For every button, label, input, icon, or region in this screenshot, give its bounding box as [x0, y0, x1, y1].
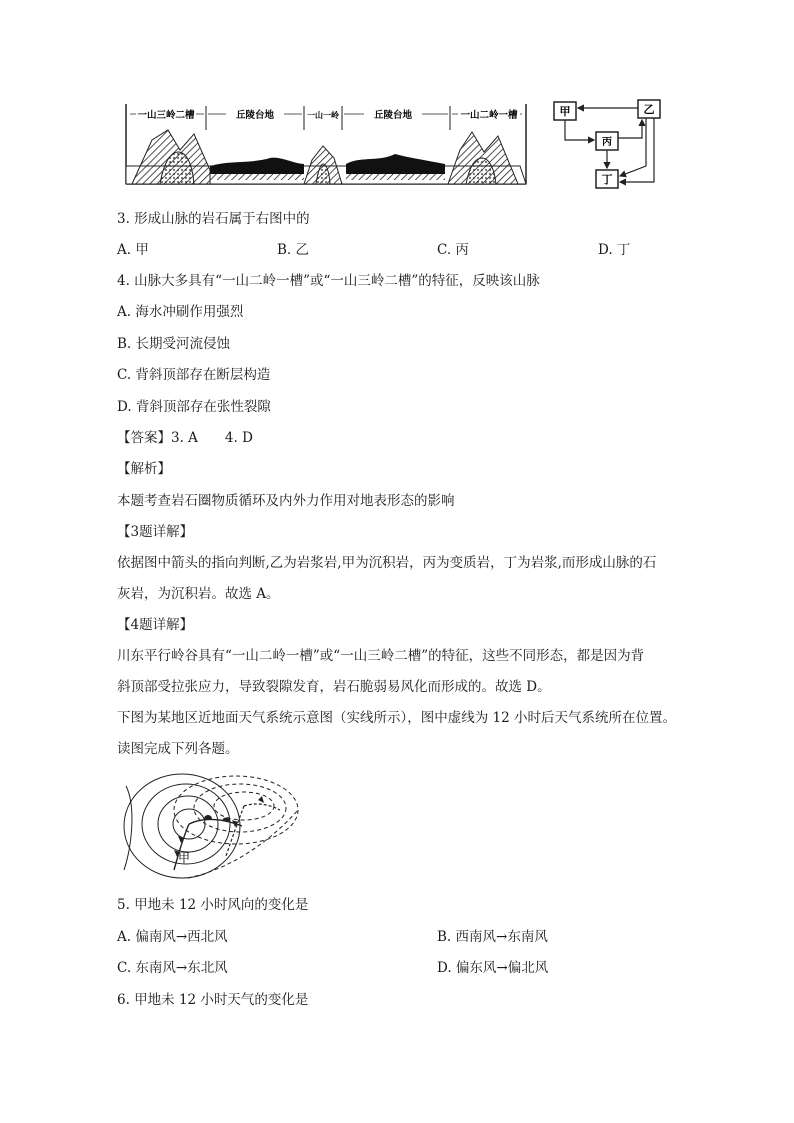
q3-option-a[interactable]: A. 甲 — [117, 242, 149, 258]
node-ding: 丁 — [601, 173, 613, 186]
q5-option-c[interactable]: C. 东南风→东北风 — [117, 960, 228, 976]
weather-system-figure — [116, 766, 306, 882]
answer-text: 3. A 4. D — [171, 430, 253, 446]
detail-3-line-2: 灰岩，为沉积岩。故选 A。 — [117, 586, 280, 602]
intro-line-2: 读图完成下列各题。 — [117, 741, 239, 757]
mountain-cross-section-figure — [120, 100, 532, 190]
question-5-stem: 5. 甲地未 12 小时风向的变化是 — [117, 897, 309, 913]
answer-tag: 【答案】 — [117, 430, 171, 446]
q5-option-b[interactable]: B. 西南风→东南风 — [437, 929, 548, 945]
detail-4-tag: 【4题详解】 — [117, 617, 194, 633]
q5-option-d[interactable]: D. 偏东风→偏北风 — [437, 960, 549, 976]
analysis-summary: 本题考查岩石圈物质循环及内外力作用对地表形态的影响 — [117, 493, 455, 509]
location-jia-label: 甲 — [178, 851, 191, 865]
node-yi: 乙 — [643, 103, 655, 116]
q5-option-a[interactable]: A. 偏南风→西北风 — [117, 929, 228, 945]
q3-option-c[interactable]: C. 丙 — [437, 242, 469, 258]
section-label-hills-right: 丘陵台地 — [373, 110, 413, 121]
q3-option-d[interactable]: D. 丁 — [598, 242, 631, 258]
q4-option-b[interactable]: B. 长期受河流侵蚀 — [117, 336, 231, 352]
intro-line-1: 下图为某地区近地面天气系统示意图（实线所示），图中虚线为 12 小时后天气系统所在位置。 — [117, 710, 677, 726]
node-jia: 甲 — [559, 105, 571, 118]
analysis-tag: 【解析】 — [117, 461, 171, 477]
detail-4-line-2: 斜顶部受拉张应力，导致裂隙发育，岩石脆弱易风化而形成的。故选 D。 — [117, 679, 551, 695]
question-4-stem: 4. 山脉大多具有“一山二岭一槽”或“一山三岭二槽”的特征，反映该山脉 — [117, 273, 540, 289]
section-label-hills-left: 丘陵台地 — [235, 110, 275, 121]
question-6-stem: 6. 甲地未 12 小时天气的变化是 — [117, 992, 309, 1008]
detail-4-line-1: 川东平行岭谷具有“一山二岭一槽”或“一山三岭二槽”的特征，这些不同形态，都是因为背 — [117, 648, 645, 664]
answer-line — [117, 426, 253, 446]
section-label-right: 一山二岭一槽 — [460, 110, 518, 121]
detail-3-tag: 【3题详解】 — [117, 524, 194, 540]
question-3-stem: 3. 形成山脉的岩石属于右图中的 — [117, 211, 310, 227]
section-label-left: 一山三岭二槽 — [137, 110, 195, 121]
q3-option-b[interactable]: B. 乙 — [277, 242, 310, 258]
section-label-center: 一山一岭 — [307, 111, 339, 120]
q4-option-a[interactable]: A. 海水冲刷作用强烈 — [117, 304, 244, 320]
detail-3-line-1: 依据图中箭头的指向判断,乙为岩浆岩,甲为沉积岩，丙为变质岩，丁为岩浆,而形成山脉的石 — [117, 555, 657, 571]
node-bing: 丙 — [602, 137, 612, 148]
q4-option-c[interactable]: C. 背斜顶部存在断层构造 — [117, 367, 271, 383]
rock-cycle-diagram — [548, 96, 664, 192]
q4-option-d[interactable]: D. 背斜顶部存在张性裂隙 — [117, 399, 271, 415]
